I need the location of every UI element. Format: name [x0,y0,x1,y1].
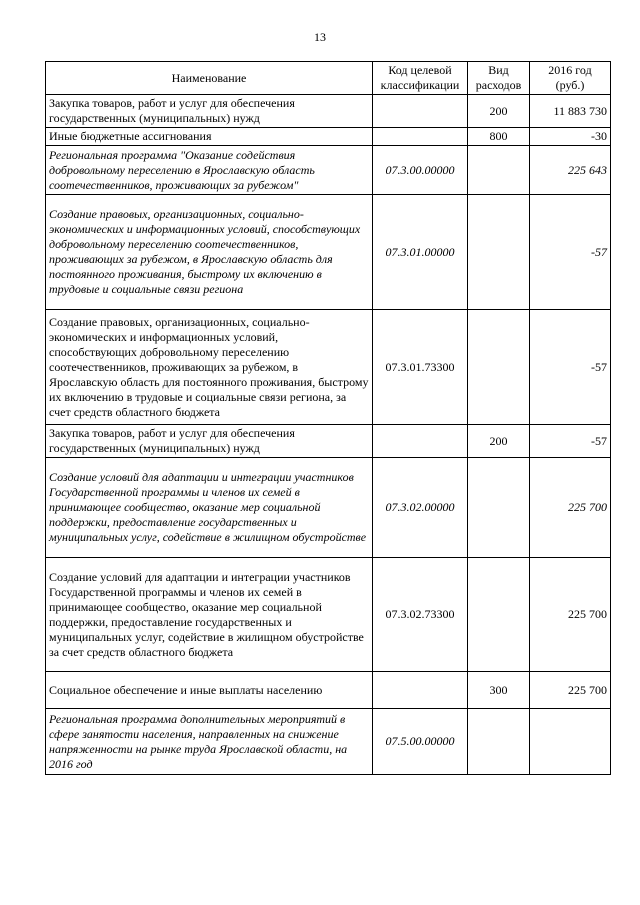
page-number: 13 [314,30,326,44]
row-type: 200 [468,425,530,458]
row-name: Региональная программа дополнительных мероприятий в сфере занятости населения, направленных на снижение напряженности на рынке труда Ярославской области, на 2016 год [46,709,373,775]
row-name: Создание условий для адаптации и интеграции участников Государственной программы и членов их семей в принимающее сообщество, оказание мер социальной поддержки, предоставление государственных и муниципальных услуг, содействие в жилищном обустройстве за счет средств областного бюджета [46,558,373,672]
row-type: 300 [468,672,530,709]
row-code: 07.3.00.00000 [373,146,468,195]
row-name: Региональная программа "Оказание содействия добровольному переселению в Ярославскую область соотечественников, проживающих за рубежом" [46,146,373,195]
row-code: 07.3.01.00000 [373,195,468,310]
table-row [46,672,611,709]
table-row [46,709,611,775]
table-row [46,128,611,146]
row-type: 800 [468,128,530,146]
table-row [46,425,611,458]
row-type [468,558,530,672]
row-name: Создание условий для адаптации и интеграции участников Государственной программы и членов их семей в принимающее сообщество, оказание мер социальной поддержки, предоставление государственных и муниципальных услуг, содействие в жилищном обустройстве [46,458,373,558]
header-type: Вид расходов [468,62,530,95]
row-code [373,128,468,146]
table-row [46,458,611,558]
row-amount [530,709,611,775]
row-code [373,672,468,709]
row-name: Закупка товаров, работ и услуг для обеспечения государственных (муниципальных) нужд [46,425,373,458]
table-row [46,558,611,672]
row-name: Социальное обеспечение и иные выплаты населению [46,672,373,709]
row-code [373,425,468,458]
table-row [46,95,611,128]
row-code: 07.3.02.73300 [373,558,468,672]
row-type: 200 [468,95,530,128]
table-row [46,146,611,195]
table-row [46,310,611,425]
row-name: Создание правовых, организационных, социально-экономических и информационных условий, способствующих добровольному переселению соотечественников, проживающих за рубежом, в Ярославскую область для постоянного проживания, быстрому их включению в трудовые и социальные связи региона [46,195,373,310]
row-amount: 225 700 [530,558,611,672]
row-type [468,146,530,195]
row-amount: -57 [530,195,611,310]
row-name: Иные бюджетные ассигнования [46,128,373,146]
row-code: 07.3.02.00000 [373,458,468,558]
budget-table [45,61,611,775]
table-row [46,195,611,310]
header-amount: 2016 год (руб.) [530,62,611,95]
table-header-row [46,62,611,95]
row-name: Создание правовых, организационных, социально-экономических и информационных условий, способствующих добровольному переселению соотечественников, проживающих за рубежом, в Ярославскую область для постоянного проживания, быстрому их включению в трудовые и социальные связи региона, за счет средств областного бюджета [46,310,373,425]
row-code: 07.3.01.73300 [373,310,468,425]
row-type [468,709,530,775]
row-type [468,310,530,425]
header-name: Наименование [46,62,373,95]
row-type [468,195,530,310]
row-amount: 11 883 730 [530,95,611,128]
row-name: Закупка товаров, работ и услуг для обеспечения государственных (муниципальных) нужд [46,95,373,128]
row-code [373,95,468,128]
header-code: Код целевой классификации [373,62,468,95]
row-amount: -30 [530,128,611,146]
row-amount: -57 [530,425,611,458]
row-type [468,458,530,558]
row-code: 07.5.00.00000 [373,709,468,775]
row-amount: 225 700 [530,458,611,558]
row-amount: 225 643 [530,146,611,195]
row-amount: 225 700 [530,672,611,709]
row-amount: -57 [530,310,611,425]
